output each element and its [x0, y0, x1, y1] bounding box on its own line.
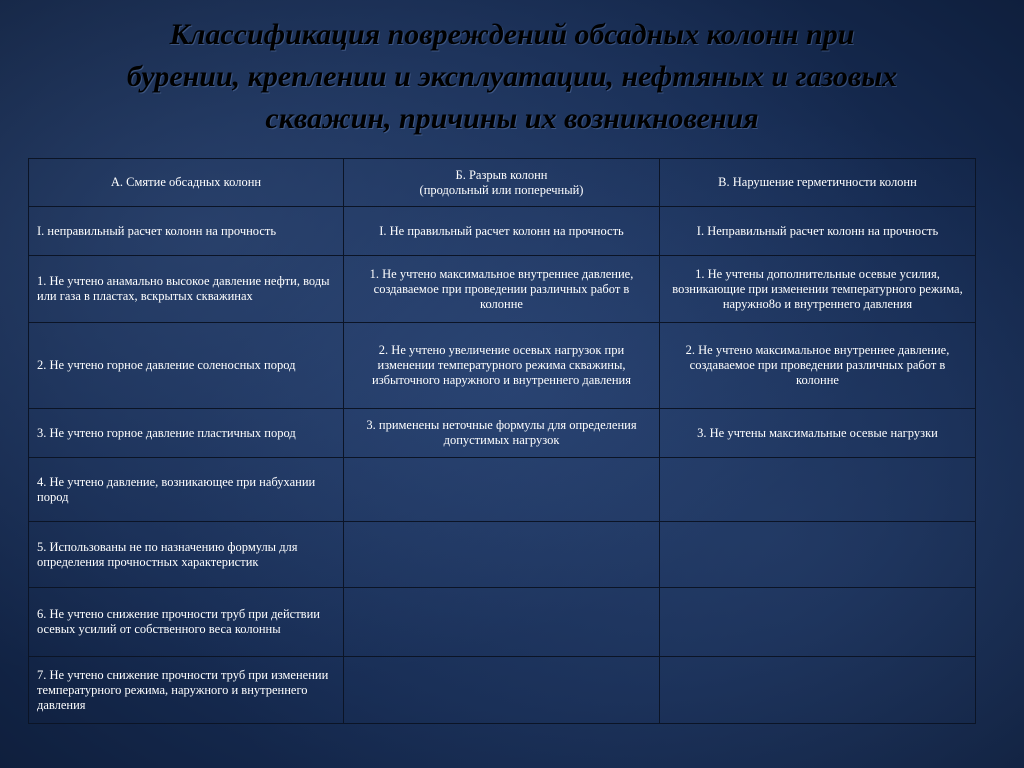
table-row	[29, 323, 976, 409]
table-cell: 3. Не учтены максимальные осевые нагрузки	[660, 409, 976, 458]
table-row	[29, 409, 976, 458]
header-rupture-subtitle: (продольный или поперечный)	[419, 182, 584, 197]
table-row	[29, 256, 976, 323]
header-leak: В. Нарушение герметичности колонн	[660, 159, 976, 207]
table-cell: 4. Не учтено давление, возникающее при набухании пород	[29, 458, 344, 522]
header-rupture	[344, 159, 660, 207]
table-cell: 7. Не учтено снижение прочности труб при изменении температурного режима, наружного и внутреннего давления	[29, 657, 344, 724]
table-cell: 2. Не учтено горное давление соленосных пород	[29, 323, 344, 409]
table-cell: 3. Не учтено горное давление пластичных пород	[29, 409, 344, 458]
table-cell: 1. Не учтено максимальное внутреннее давление, создаваемое при проведении различных работ в колонне	[344, 256, 660, 323]
table-cell	[344, 588, 660, 657]
slide-title-line-2: бурении, креплении и эксплуатации, нефтяных и газовых	[126, 60, 898, 93]
slide-title	[40, 14, 984, 140]
table-cell: I. Неправильный расчет колонн на прочность	[660, 207, 976, 256]
table-cell	[660, 588, 976, 657]
slide-title-line-1: Классификация повреждений обсадных колонн при	[169, 18, 855, 51]
table-row	[29, 657, 976, 724]
table-row	[29, 207, 976, 256]
table-row	[29, 522, 976, 588]
table-cell: 1. Не учтено анамально высокое давление нефти, воды или газа в пластах, вскрытых скважинах	[29, 256, 344, 323]
table-cell: I. неправильный расчет колонн на прочность	[29, 207, 344, 256]
table-row	[29, 458, 976, 522]
header-collapse: А. Смятие обсадных колонн	[29, 159, 344, 207]
table-cell: I. Не правильный расчет колонн на прочность	[344, 207, 660, 256]
table-cell: 2. Не учтено увеличение осевых нагрузок при изменении температурного режима скважины, избыточного наружного и внутреннего давления	[344, 323, 660, 409]
table-cell	[660, 458, 976, 522]
table-cell: 5. Использованы не по назначению формулы для определения прочностных характеристик	[29, 522, 344, 588]
table-cell	[660, 522, 976, 588]
slide-title-line-3: скважин, причины их возникновения	[265, 102, 759, 135]
table-header-row	[29, 159, 976, 207]
table-row	[29, 588, 976, 657]
table-cell: 2. Не учтено максимальное внутреннее давление, создаваемое при проведении различных работ в колонне	[660, 323, 976, 409]
damage-classification-table	[28, 158, 976, 724]
header-rupture-title: Б. Разрыв колонн	[455, 167, 548, 182]
table-cell	[344, 657, 660, 724]
table-cell	[344, 522, 660, 588]
table-cell: 6. Не учтено снижение прочности труб при действии осевых усилий от собственного веса колонны	[29, 588, 344, 657]
table-cell	[344, 458, 660, 522]
table-cell: 1. Не учтены дополнительные осевые усилия, возникающие при изменении температурного режима, наружно8о и внутреннего давления	[660, 256, 976, 323]
table-cell: 3. применены неточные формулы для определения допустимых нагрузок	[344, 409, 660, 458]
table-cell	[660, 657, 976, 724]
